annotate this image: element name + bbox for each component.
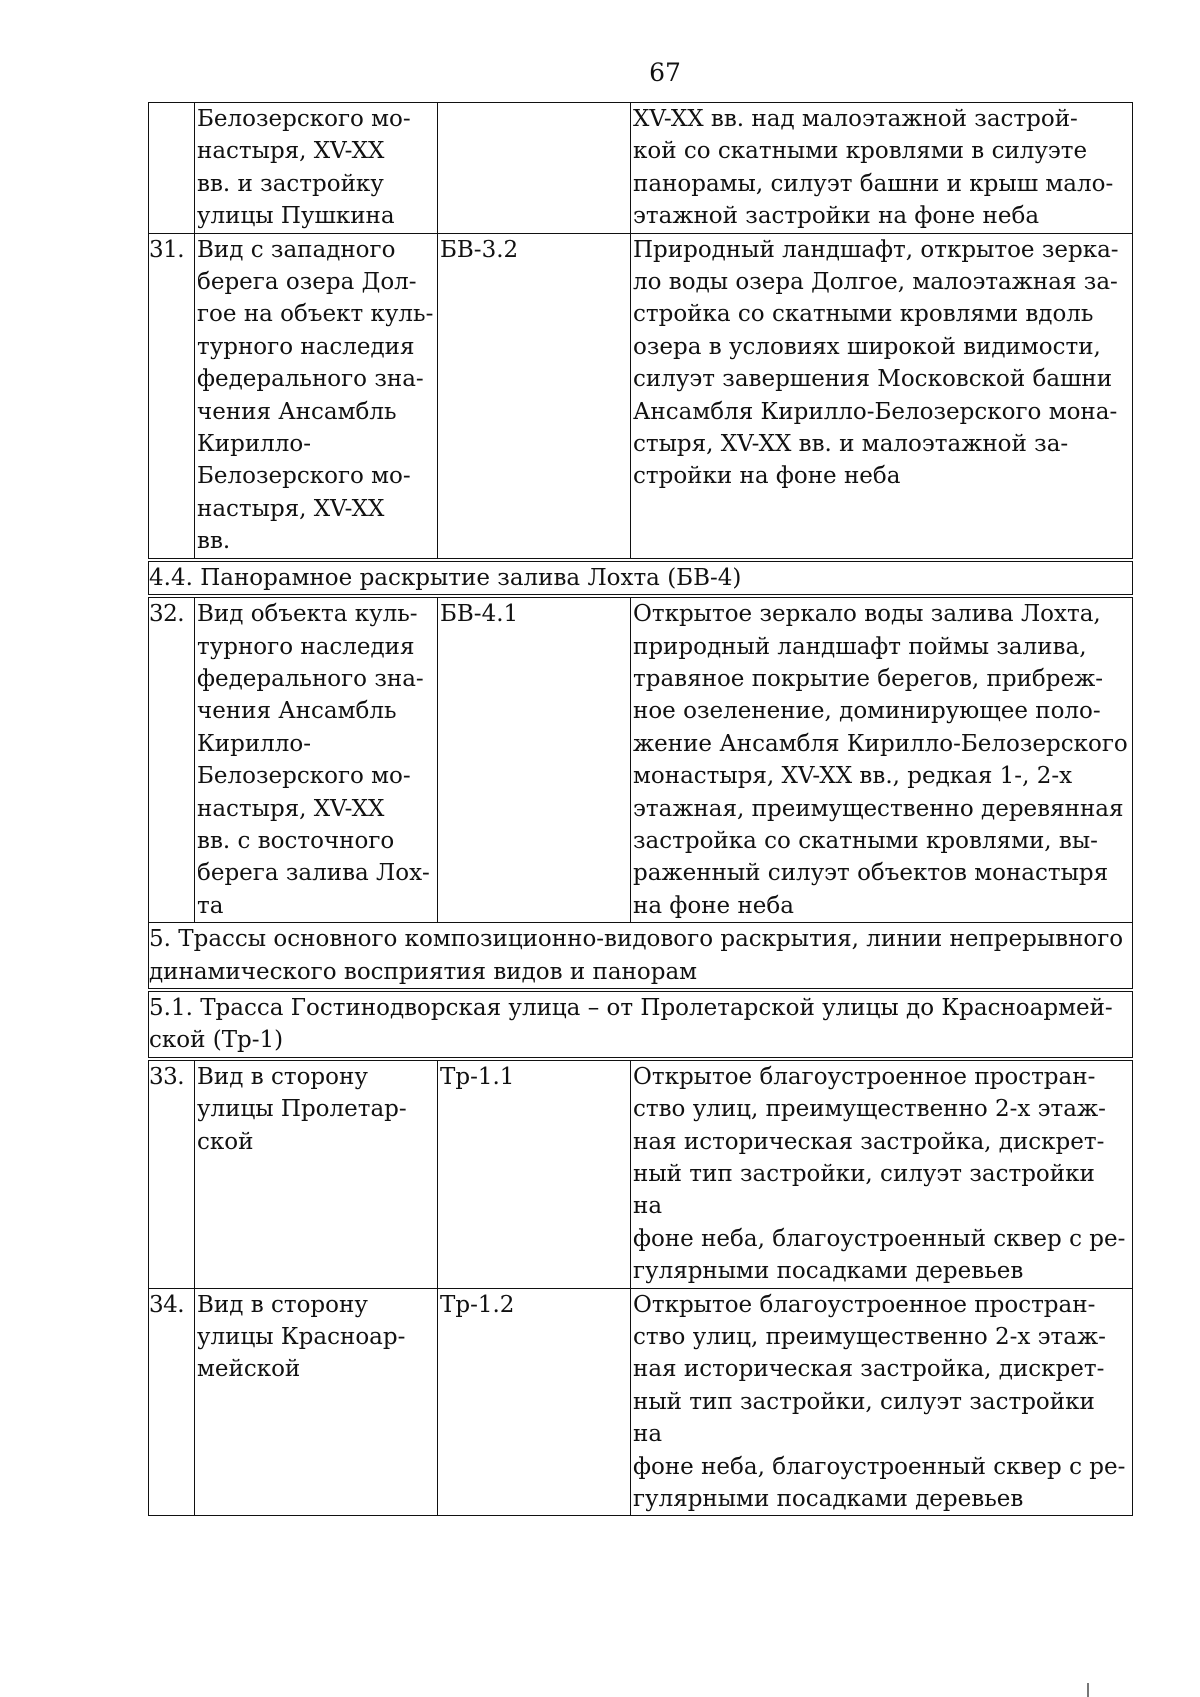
section-heading: 5.1. Трасса Гостинодворская улица – от Пролетарской улицы до Красноармей- ской (Тр-1) [149, 990, 1133, 1059]
view-name: Вид с западного берега озера Дол- гое на объект куль- турного наследия федерального зна- чения Ансамбль Кирилло- Белозерского мо- настыря, XV-XX вв. [195, 233, 438, 560]
view-description: Природный ландшафт, открытое зерка- ло воды озера Долгое, малоэтажная за- стройка со скатными кровлями вдоль озера в условиях широкой видимости, силуэт завершения Московской башни Ансамбля Кирилло-Белозерского мона- стыря, XV-XX вв. и малоэтажной за- стройки на фоне неба [631, 233, 1133, 560]
visual-corridor-table [148, 102, 1133, 1516]
view-code: БВ-3.2 [438, 233, 631, 560]
table-row [149, 1288, 1133, 1516]
view-description: XV-XX вв. над малоэтажной застрой- кой со скатными кровлями в силуэте панорамы, силуэт башни и крыш мало- этажной застройки на фоне неба [631, 103, 1133, 234]
row-number: 33. [149, 1059, 195, 1288]
view-description: Открытое благоустроенное простран- ство улиц, преимущественно 2-х этаж- ная историческая застройка, дискрет- ный тип застройки, силуэт застройки на фоне неба, благоустроенный сквер с ре- гулярными посадками деревьев [631, 1059, 1133, 1288]
section-heading: 4.4. Панорамное раскрытие залива Лохта (БВ-4) [149, 560, 1133, 596]
page-number: 67 [649, 58, 681, 87]
scan-edge-mark [1087, 1683, 1089, 1697]
table-row [149, 103, 1133, 234]
view-code [438, 103, 631, 234]
section-heading-row [149, 560, 1133, 596]
view-name: Вид в сторону улицы Красноар- мейской [195, 1288, 438, 1516]
section-heading: 5. Трассы основного композиционно-видового раскрытия, линии непрерывного динамического восприятия видов и панорам [149, 923, 1133, 990]
table-row [149, 233, 1133, 560]
section-heading-row [149, 990, 1133, 1059]
view-name: Белозерского мо- настыря, XV-XX вв. и застройку улицы Пушкина [195, 103, 438, 234]
row-number: 32. [149, 596, 195, 923]
view-code: Тр-1.2 [438, 1288, 631, 1516]
table-row [149, 596, 1133, 923]
view-description: Открытое зеркало воды залива Лохта, природный ландшафт поймы залива, травяное покрытие берегов, прибреж- ное озеленение, доминирующее поло- жение Ансамбля Кирилло-Белозерского монастыря, XV-XX вв., редкая 1-, 2-х этажная, преимущественно деревянная застройка со скатными кровлями, вы- раженный силуэт объектов монастыря на фоне неба [631, 596, 1133, 923]
view-code: Тр-1.1 [438, 1059, 631, 1288]
row-number [149, 103, 195, 234]
view-name: Вид в сторону улицы Пролетар- ской [195, 1059, 438, 1288]
row-number: 34. [149, 1288, 195, 1516]
row-number: 31. [149, 233, 195, 560]
view-name: Вид объекта куль- турного наследия федерального зна- чения Ансамбль Кирилло- Белозерского мо- настыря, XV-XX вв. с восточного берега залива Лох- та [195, 596, 438, 923]
section-heading-row [149, 923, 1133, 990]
view-code: БВ-4.1 [438, 596, 631, 923]
table-row [149, 1059, 1133, 1288]
view-description: Открытое благоустроенное простран- ство улиц, преимущественно 2-х этаж- ная историческая застройка, дискрет- ный тип застройки, силуэт застройки на фоне неба, благоустроенный сквер с ре- гулярными посадками деревьев [631, 1288, 1133, 1516]
